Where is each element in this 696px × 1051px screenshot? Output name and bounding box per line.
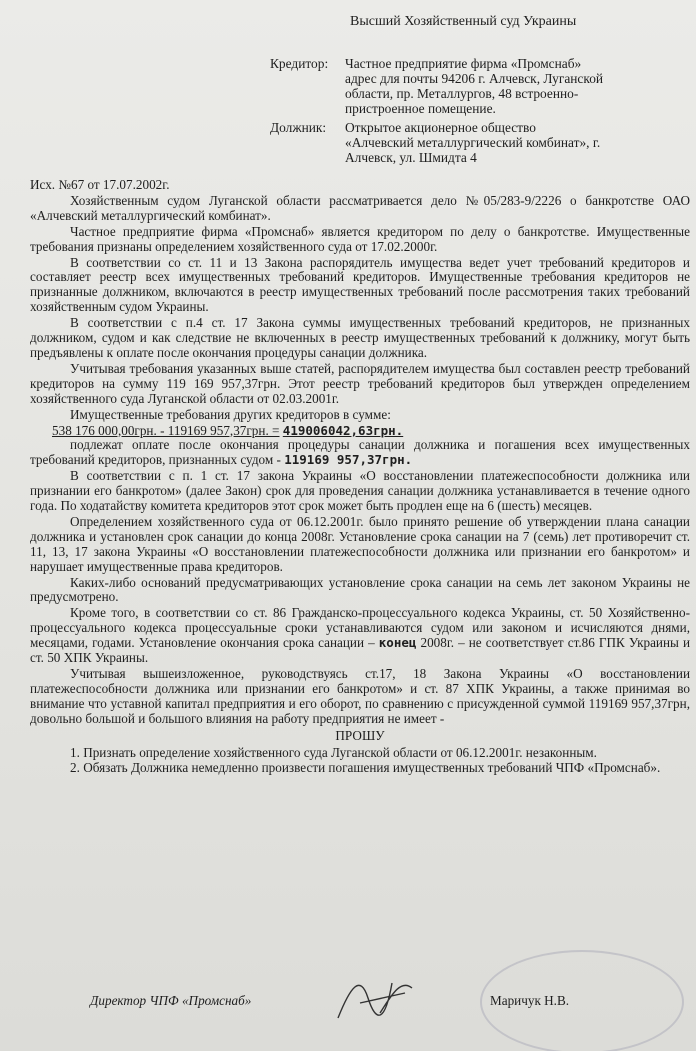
debtor-label: Должник:: [270, 120, 327, 135]
signatory-name: Маричук Н.В.: [490, 993, 570, 1008]
paragraph-text: 2008г. – не соответствует ст.86 ГПК Украины и ст. 50 ХПК Украины.: [30, 635, 691, 666]
debtor-line: Алчевск, ул. Шмидта 4: [345, 150, 477, 165]
paragraph: [30, 438, 690, 468]
creditor-line: адрес для почты 94206 г. Алчевск, Луганской: [345, 71, 604, 86]
amount-calculation: [30, 424, 690, 439]
handwritten-signature: [330, 968, 420, 1028]
creditor-line: области, пр. Металлургов, 48 встроенно-: [345, 86, 579, 101]
amount-formula: 538 176 000,00грн. - 119169 957,37грн. =: [52, 422, 280, 438]
paragraph-text: подлежат оплате после окончания процедуры санации должника и погашения всех имущественных требований кредиторов, признанных судом -: [30, 437, 690, 468]
request-item: 1. Признать определение хозяйственного суда Луганской области от 06.12.2001г. незаконным.: [70, 744, 597, 760]
recognized-sum: 119169 957,37грн.: [284, 452, 413, 468]
reference-number: Исх. №67 от 17.07.2002г.: [30, 177, 170, 192]
paragraph: Хозяйственным судом Луганской области рассматривается дело №05/283-9/2226 о банкротстве ОАО «Алчевский металлургический комбинат».: [30, 192, 690, 223]
amount-result: 419006042,63грн.: [282, 422, 404, 438]
paragraph: Каких-либо оснований предусматривающих установление срока санации на семь лет законом Украины не предусмотрено.: [30, 574, 690, 605]
creditor-line: Частное предприятие фирма «Промснаб»: [345, 56, 582, 71]
paragraph: Имущественные требования других кредиторов в сумме:: [70, 406, 391, 422]
paragraph: [30, 606, 690, 666]
paragraph: В соответствии с п. 1 ст. 17 закона Украины «О восстановлении платежеспособности должника или признании его банкротом» (далее Закон) срок для проведения санации должника устанавливается в течение одного года. По ходатайству комитета кредиторов этот срок может быть продлен еще на 6 (шесть) месяцев.: [30, 468, 690, 514]
debtor-line: «Алчевский металлургический комбинат», г.: [345, 135, 601, 150]
request-heading: ПРОШУ: [335, 727, 385, 743]
signatory-title: Директор ЧПФ «Промснаб»: [90, 993, 252, 1008]
paragraph: Определением хозяйственного суда от 06.12.2001г. было принято решение об утверждении плана санации должника и установлен срок санации до конца 2008г. Установление срока санации на 7 (семь) лет противоречит ст. 11, 13, 17 закона Украины «О восстановлении платежеспособности должника или признании его банкротом» и нарушает имущественные права кредиторов.: [30, 513, 690, 574]
bold-word: конец: [378, 635, 417, 651]
paragraph: Учитывая требования указанных выше статей, распорядителем имущества был составлен реестр требований кредиторов на сумму 119 169 957,37грн. Этот реестр требований кредиторов был утвержден определением хозяйственного суда Луганской области от 02.03.2001г.: [30, 360, 690, 406]
paragraph: Учитывая вышеизложенное, руководствуясь ст.17, 18 Закона Украины «О восстановлении платежеспособности должника или признании его банкротом» и ст. 87 ХПК Украины, а также принимая во внимание что уставной капитал предприятия и его оборот, по сравнению с присужденной суммой 119169 957,37грн, довольно большой и большого влияния на работу предприятия не имеет -: [30, 666, 690, 726]
paragraph: Частное предприятие фирма «Промснаб» является кредитором по делу о банкротстве. Имущественные требования признаны определением хозяйственного суда от 17.02.2000г.: [30, 223, 690, 254]
paragraph: В соответствии со ст. 11 и 13 Закона распорядитель имущества ведет учет требований кредиторов и составляет реестр всех имущественных требований кредиторов. Имущественные требования кредиторов не признанные должником, включаются в реестр имущественных требований после рассмотрения таких требований хозяйственным судом Украины.: [30, 254, 690, 315]
court-name: Высший Хозяйственный суд Украины: [350, 14, 577, 29]
paragraph: В соответствии с п.4 ст. 17 Закона суммы имущественных требований кредиторов, не признанных должником, судом и как следствие не включенных в реестр имущественных требований к должнику, могут быть предъявлены к оплате после окончания процедуры санации должника.: [30, 315, 690, 360]
debtor-line: Открытое акционерное общество: [345, 120, 536, 135]
request-item: 2. Обязать Должника немедленно произвести погашения имущественных требований ЧПФ «Промснаб».: [70, 760, 661, 776]
paragraph-text: Кроме того, в соответствии со ст. 86 Гражданско-процессуального кодекса Украины, ст. 50 Хозяйственно-процессуального кодекса процессуальные сроки устанавливаются судом или законом и исчисляются днями, месяцами, годами. Установление окончания срока санации –: [30, 605, 690, 651]
creditor-label: Кредитор:: [270, 56, 329, 71]
letter-body: [30, 178, 690, 777]
creditor-line: пристроенное помещение.: [345, 101, 496, 116]
